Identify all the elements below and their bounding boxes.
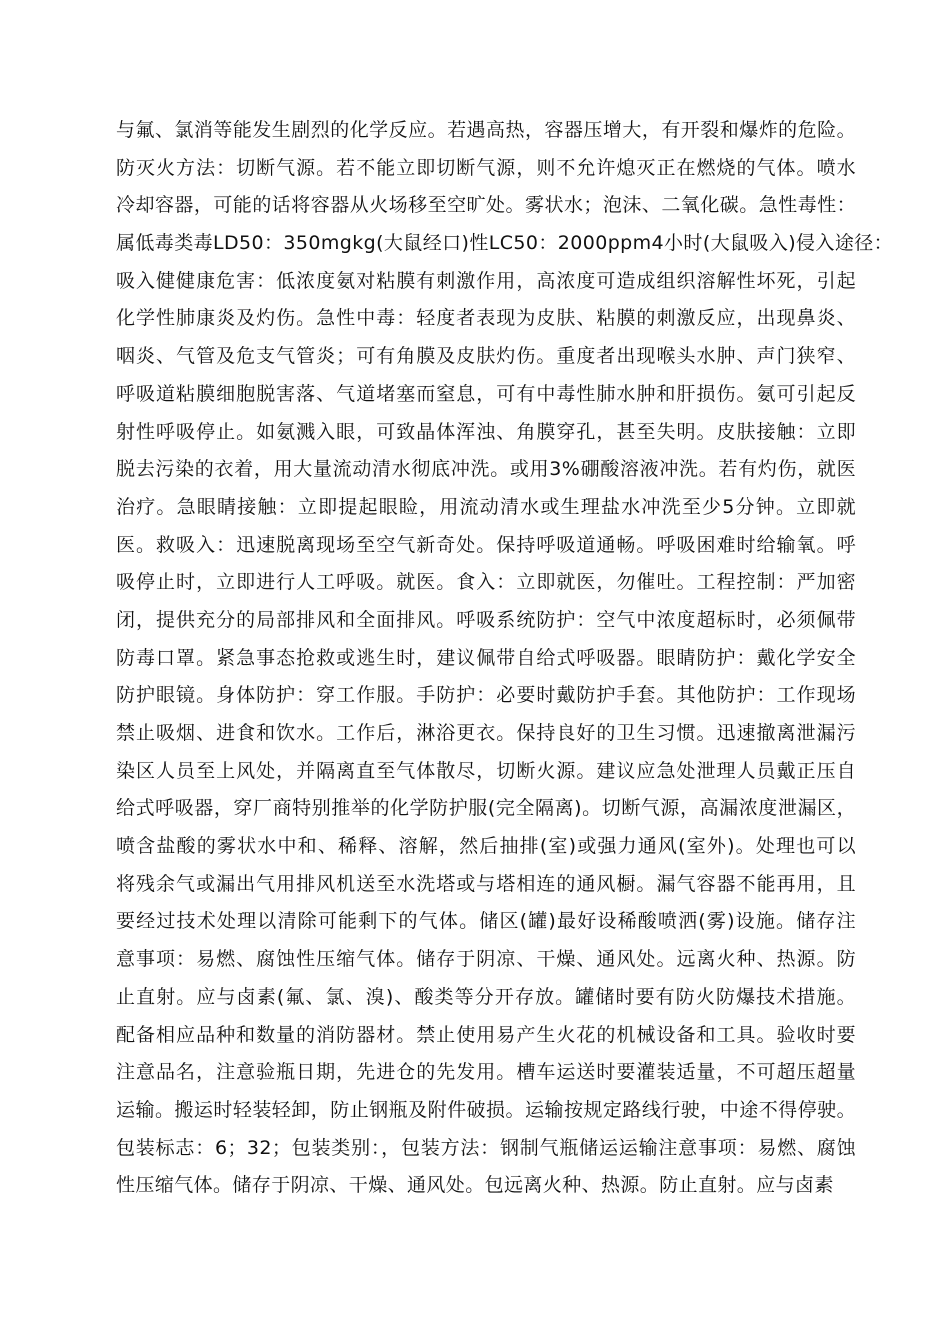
text-line: 属低毒类毒LD50：350mgkg(大鼠经口)性LC50：2000ppm4小时(大鼠吸入)侵入途径：: [116, 232, 894, 255]
text-line: 止直射。应与卤素(氟、氯、溴)、酸类等分开存放。罐储时要有防火防爆技术措施。: [116, 985, 856, 1008]
text-line: 配备相应品种和数量的消防器材。禁止使用易产生火花的机械设备和工具。验收时要: [116, 1023, 856, 1046]
text-line: 与氟、氯消等能发生剧烈的化学反应。若遇高热，容器压增大，有开裂和爆炸的危险。: [116, 119, 856, 141]
text-line: 吸停止时，立即进行人工呼吸。就医。食入：立即就医，勿催吐。工程控制：严加密: [116, 571, 856, 594]
text-line: 禁止吸烟、进食和饮水。工作后，淋浴更衣。保持良好的卫生习惯。迅速撤离泄漏污: [116, 722, 856, 744]
text-line: 防灭火方法：切断气源。若不能立即切断气源，则不允许熄灭正在燃烧的气体。喷水: [116, 156, 856, 179]
text-line: 包装标志：6；32；包装类别：，包装方法：钢制气瓶储运运输注意事项：易燃、腐蚀: [116, 1136, 856, 1159]
text-line: 吸入健健康危害：低浓度氨对粘膜有刺激作用，高浓度可造成组织溶解性坏死，引起: [116, 269, 856, 292]
text-line: 要经过技术处理以清除可能剩下的气体。储区(罐)最好设稀酸喷洒(雾)设施。储存注: [116, 910, 856, 933]
text-line: 运输。搬运时轻装轻卸，防止钢瓶及附件破损。运输按规定路线行驶，中途不得停驶。: [116, 1098, 856, 1121]
text-line: 防毒口罩。紧急事态抢救或逃生时，建议佩带自给式呼吸器。眼睛防护：戴化学安全: [116, 646, 856, 669]
text-line: 化学性肺康炎及灼伤。急性中毒：轻度者表现为皮肤、粘膜的刺激反应，出现鼻炎、: [116, 307, 856, 330]
text-line: 防护眼镜。身体防护：穿工作服。手防护：必要时戴防护手套。其他防护：工作现场: [116, 684, 856, 707]
text-line: 将残余气或漏出气用排风机送至水洗塔或与塔相连的通风橱。漏气容器不能再用，且: [116, 872, 856, 895]
text-line: 注意品名，注意验瓶日期，先进仓的先发用。槽车运送时要灌装适量，不可超压超量: [116, 1061, 856, 1084]
text-line: 射性呼吸停止。如氨溅入眼，可致晶体浑浊、角膜穿孔，甚至失明。皮肤接触：立即: [116, 420, 856, 443]
body-text: [116, 112, 894, 1205]
text-line: 咽炎、气管及危支气管炎；可有角膜及皮肤灼伤。重度者出现喉头水肿、声门狭窄、: [116, 345, 856, 368]
text-line: 呼吸道粘膜细胞脱害落、气道堵塞而窒息，可有中毒性肺水肿和肝损伤。氨可引起反: [116, 382, 856, 405]
text-line: 性压缩气体。储存于阴凉、干燥、通风处。包远离火种、热源。防止直射。应与卤素: [116, 1174, 834, 1197]
text-line: 喷含盐酸的雾状水中和、稀释、溶解，然后抽排(室)或强力通风(室外)。处理也可以: [116, 835, 856, 858]
text-line: 闭，提供充分的局部排风和全面排风。呼吸系统防护：空气中浓度超标时，必须佩带: [116, 608, 856, 631]
text-line: 冷却容器，可能的话将容器从火场移至空旷处。雾状水；泡沫、二氧化碳。急性毒性：: [116, 194, 856, 217]
text-line: 给式呼吸器，穿厂商特别推举的化学防护服(完全隔离)。切断气源，高漏浓度泄漏区，: [116, 797, 856, 820]
text-line: 意事项：易燃、腐蚀性压缩气体。储存于阴凉、干燥、通风处。远离火种、热源。防: [116, 948, 856, 971]
text-line: 治疗。急眼睛接触：立即提起眼睑，用流动清水或生理盐水冲洗至少5分钟。立即就: [116, 495, 856, 518]
text-line: 染区人员至上风处，并隔离直至气体散尽，切断火源。建议应急处泄理人员戴正压自: [116, 759, 856, 782]
text-line: 脱去污染的衣着，用大量流动清水彻底冲洗。或用3%硼酸溶液冲洗。若有灼伤，就医: [116, 458, 856, 481]
text-line: 医。救吸入：迅速脱离现场至空气新奇处。保持呼吸道通畅。呼吸困难时给输氧。呼: [116, 533, 856, 556]
